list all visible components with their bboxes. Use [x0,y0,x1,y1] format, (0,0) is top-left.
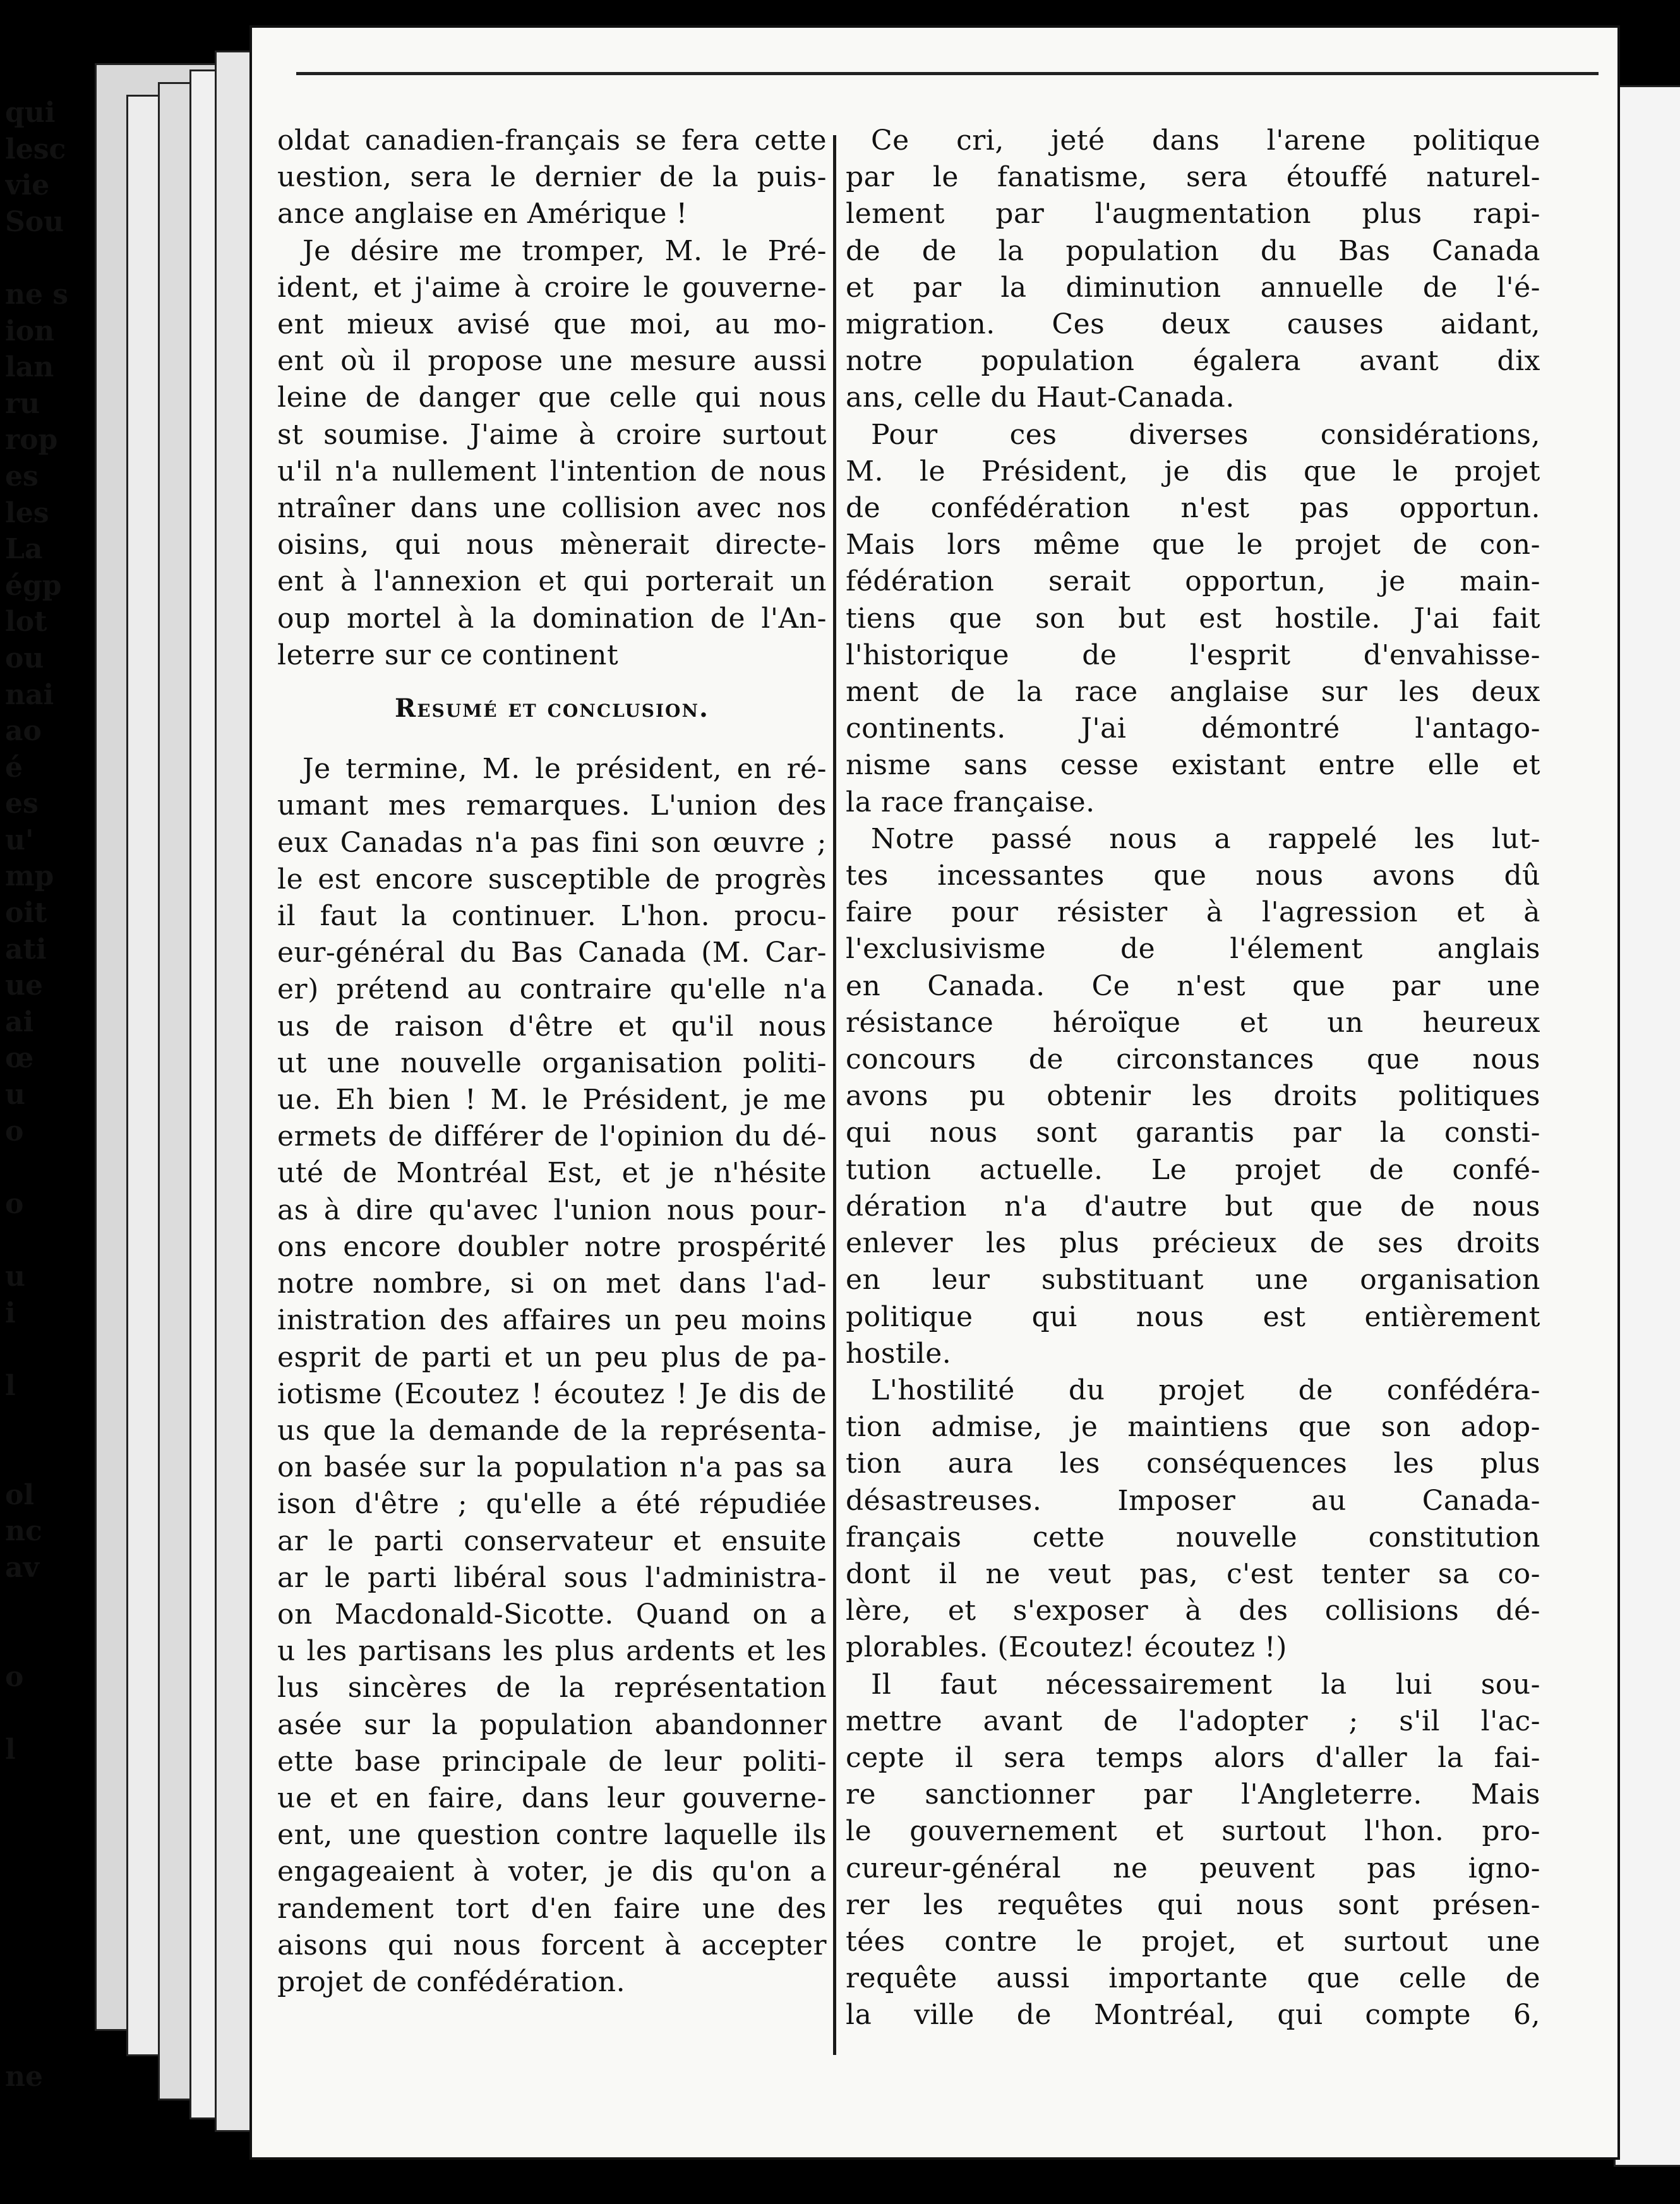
fragment-line: l [5,1733,16,1766]
text-line: ue. Eh bien ! M. le Président, je me [277,1084,827,1117]
text-line: dération n'a d'autre but que de nous [846,1190,1540,1223]
text-line: M. le Président, je dis que le projet [846,455,1540,488]
fragment-line: i [5,1297,16,1329]
text-line: la race française. [846,786,1095,818]
fragment-line: é [5,751,23,784]
text-line: qui nous sont garantis par la consti- [846,1117,1540,1149]
fragment-line [5,1440,93,1477]
fragment-line: ou [5,642,44,674]
fragment-line: u [5,1079,25,1111]
text-line: engageaient à voter, je dis qu'on a [277,1855,827,1888]
text-line: eur-général du Bas Canada (M. Car- [277,937,827,969]
text-line: Il faut nécessairement la lui sou- [871,1668,1540,1701]
text-line: de confédération n'est pas opportun. [846,492,1540,525]
fragment-line [5,2095,93,2132]
text-line: uestion, sera le dernier de la puis- [277,161,827,194]
text-line: as à dire qu'avec l'union nous pour- [277,1194,827,1226]
text-line: iotisme (Ecoutez ! écoutez ! Je dis de [277,1377,827,1410]
text-line: ans, celle du Haut-Canada. [846,381,1235,414]
text-line: projet de confédération. [277,1965,626,1998]
text-line: en leur substituant une organisation [846,1264,1540,1297]
text-line: ar le parti conservateur et ensuite [277,1524,827,1557]
text-line: notre nombre, si on met dans l'ad- [277,1267,827,1300]
fragment-line: ol [5,1478,35,1511]
text-line: asée sur la population abandonner [277,1708,827,1741]
fragment-line [5,1586,93,1622]
text-line: le gouvernement et surtout l'hon. pro- [846,1815,1540,1848]
text-line: migration. Ces deux causes aidant, [846,308,1540,341]
fragment-line: lan [5,351,54,384]
text-line: u'il n'a nullement l'intention de nous [277,455,827,488]
text-line: continents. J'ai démontré l'antago- [846,712,1540,745]
text-line: randement tort d'en faire une des [277,1892,827,1925]
text-line: ue et en faire, dans leur gouverne- [277,1782,827,1814]
fragment-line [5,1149,93,1186]
right-column [846,123,1540,2034]
text-line: il faut la continuer. L'hon. procu- [277,900,827,933]
text-line: er) prétend au contraire qu'elle n'a [277,973,827,1006]
document-page [249,25,1620,2160]
text-line: par le fanatisme, sera étouffé naturel- [846,161,1540,194]
text-line: L'hostilité du projet de confédéra- [871,1374,1540,1406]
left-column [277,123,827,2001]
fragment-line [5,1949,93,1986]
text-line: st soumise. J'aime à croire surtout [277,418,827,451]
text-line: concours de circonstances que nous [846,1043,1540,1076]
fragment-line: nc [5,1515,42,1548]
text-line: résistance héroïque et un heureux [846,1006,1540,1039]
text-line: en Canada. Ce n'est que par une [846,969,1540,1002]
fragment-line: ao [5,715,42,748]
fragment-line: o [5,1115,24,1147]
fragment-line [5,2131,93,2168]
fragment-line [5,1222,93,1259]
fragment-line: oit [5,897,47,930]
fragment-line [5,1331,93,1368]
text-line: ermets de différer de l'opinion du dé- [277,1120,827,1153]
text-line: ance anglaise en Amérique ! [277,198,688,231]
text-line: mettre avant de l'adopter ; s'il l'ac- [846,1704,1540,1737]
text-line: ent, une question contre laquelle ils [277,1819,827,1852]
fragment-line [5,1622,93,1659]
text-line: ette base principale de leur politi- [277,1745,827,1778]
fragment-line: La [5,533,43,566]
text-line: plorables. (Ecoutez! écoutez !) [846,1631,1287,1664]
text-line: oup mortel à la domination de l'An- [277,602,827,635]
text-line: u les partisans les plus ardents et les [277,1635,827,1668]
fragment-line: l [5,1369,16,1402]
fragment-line [5,1841,93,1878]
text-line: ment de la race anglaise sur les deux [846,676,1540,709]
text-line: Ce cri, jeté dans l'arene politique [871,124,1540,157]
fragment-line [5,1914,93,1950]
text-line: la ville de Montréal, qui compte 6, [846,1999,1540,2032]
section-heading: Resumé et conclusion. [395,693,709,724]
text-line: ident, et j'aime à croire le gouverne- [277,271,827,304]
text-line: ut une nouvelle organisation politi- [277,1046,827,1079]
text-line: lère, et s'exposer à des collisions dé- [846,1595,1540,1627]
fragment-line [5,1986,93,2023]
fragment-line [5,1768,93,1804]
fragment-line: œ [5,1042,34,1075]
text-line: ent mieux avisé que moi, au mo- [277,308,827,341]
text-line: ent à l'annexion et qui porterait un [277,565,827,598]
text-line: Je désire me tromper, M. le Pré- [303,234,827,267]
fragment-line: es [5,788,39,820]
text-line: leterre sur ce continent [277,638,619,671]
fragment-line: mp [5,860,54,893]
text-line: français cette nouvelle constitution [846,1521,1540,1554]
text-line: on Macdonald-Sicotte. Quand on a [277,1598,827,1631]
text-line: esprit de parti et un peu plus de pa- [277,1341,827,1374]
fragment-line: u' [5,824,34,856]
fragment-line: es [5,460,39,493]
text-line: oldat canadien-français se fera cette [277,124,827,157]
fragment-line [5,1695,93,1732]
text-line: ar le parti libéral sous l'administra- [277,1561,827,1594]
fragment-line: ne [5,2061,43,2093]
text-line: fédération serait opportun, je main- [846,565,1540,598]
fragment-line: qui [5,97,56,129]
text-line: faire pour résister à l'agression et à [846,896,1540,929]
fragment-line: vie [5,169,50,202]
fragment-line: Sou [5,205,64,238]
text-line: avons pu obtenir les droits politiques [846,1080,1540,1113]
text-line: désastreuses. Imposer au Canada- [846,1484,1540,1517]
text-line: inistration des affaires un peu moins [277,1304,827,1337]
fragment-line [5,2022,93,2059]
text-line: tées contre le projet, et surtout une [846,1925,1540,1958]
fragment-line: o [5,1660,24,1693]
fragment-line: lot [5,606,47,638]
text-line: notre population égalera avant dix [846,345,1540,378]
text-line: tes incessantes que nous avons dû [846,859,1540,892]
fragment-line: ion [5,314,55,347]
fragment-line: nai [5,678,54,711]
text-line: ons encore doubler notre prospérité [277,1230,827,1263]
fragment-line: les [5,496,49,529]
text-line: ent où il propose une mesure aussi [277,345,827,378]
text-line: l'historique de l'esprit d'envahisse- [846,638,1540,671]
text-line: Mais lors même que le projet de con- [846,529,1540,561]
fragment-line: ati [5,933,47,966]
text-line: eux Canadas n'a pas fini son œuvre ; [277,826,827,859]
text-line: lement par l'augmentation plus rapi- [846,198,1540,231]
text-line: us de raison d'être et qu'il nous [277,1010,827,1043]
text-line: l'exclusivisme de l'élement anglais [846,933,1540,966]
fragment-line: ai [5,1005,34,1038]
fragment-line: u [5,1261,25,1293]
text-line: dont il ne veut pas, c'est tenter sa co- [846,1557,1540,1590]
text-line: cepte il sera temps alors d'aller la fai- [846,1741,1540,1774]
text-line: de de la population du Bas Canada [846,234,1540,267]
text-line: requête aussi importante que celle de [846,1962,1540,1995]
column-divider [833,135,836,2055]
fragment-line [5,2168,93,2204]
fragment-line [5,1804,93,1841]
fragment-line: égp [5,569,62,602]
text-line: tution actuelle. Le projet de confé- [846,1153,1540,1186]
fragment-line [5,240,93,277]
text-line: politique qui nous est entièrement [846,1300,1540,1333]
text-line: Notre passé nous a rappelé les lut- [871,822,1540,855]
fragment-line: rop [5,424,58,457]
next-page-edge [1614,85,1680,2167]
text-line: re sanctionner par l'Angleterre. Mais [846,1778,1540,1811]
text-line: ntraîner dans une collision avec nos [277,492,827,525]
text-line: us que la demande de la représenta- [277,1414,827,1447]
text-line: uté de Montréal Est, et je n'hésite [277,1157,827,1190]
text-line: umant mes remarques. L'union des [277,789,827,822]
text-line: le est encore susceptible de progrès [277,863,827,895]
text-line: rer les requêtes qui nous sont présen- [846,1888,1540,1921]
text-line: et par la diminution annuelle de l'é- [846,271,1540,304]
text-line: on basée sur la population n'a pas sa [277,1451,827,1484]
previous-page-fragments [5,95,93,2204]
text-line: nisme sans cesse existant entre elle et [846,749,1540,782]
text-line: Je termine, M. le président, en ré- [303,753,827,786]
text-line: tiens que son but est hostile. J'ai fait [846,602,1540,635]
text-line: enlever les plus précieux de ses droits [846,1227,1540,1260]
text-line: tion aura les conséquences les plus [846,1447,1540,1480]
text-line: Pour ces diverses considérations, [871,418,1540,451]
text-line: cureur-général ne peuvent pas igno- [846,1852,1540,1884]
text-line: leine de danger que celle qui nous [277,381,827,414]
text-line: hostile. [846,1337,952,1370]
top-rule [296,72,1599,75]
text-line: aisons qui nous forcent à accepter [277,1929,827,1961]
fragment-line [5,1877,93,1914]
text-line: lus sincères de la représentation [277,1672,827,1704]
fragment-line: ue [5,969,43,1002]
text-line: tion admise, je maintiens que son adop- [846,1411,1540,1444]
fragment-line: ne s [5,278,69,311]
fragment-line: o [5,1187,24,1220]
fragment-line: ru [5,387,40,420]
text-line: ison d'être ; qu'elle a été répudiée [277,1488,827,1521]
fragment-line: av [5,1551,40,1584]
fragment-line [5,1404,93,1440]
fragment-line: lesc [5,133,66,165]
text-line: oisins, qui nous mènerait directe- [277,529,827,561]
